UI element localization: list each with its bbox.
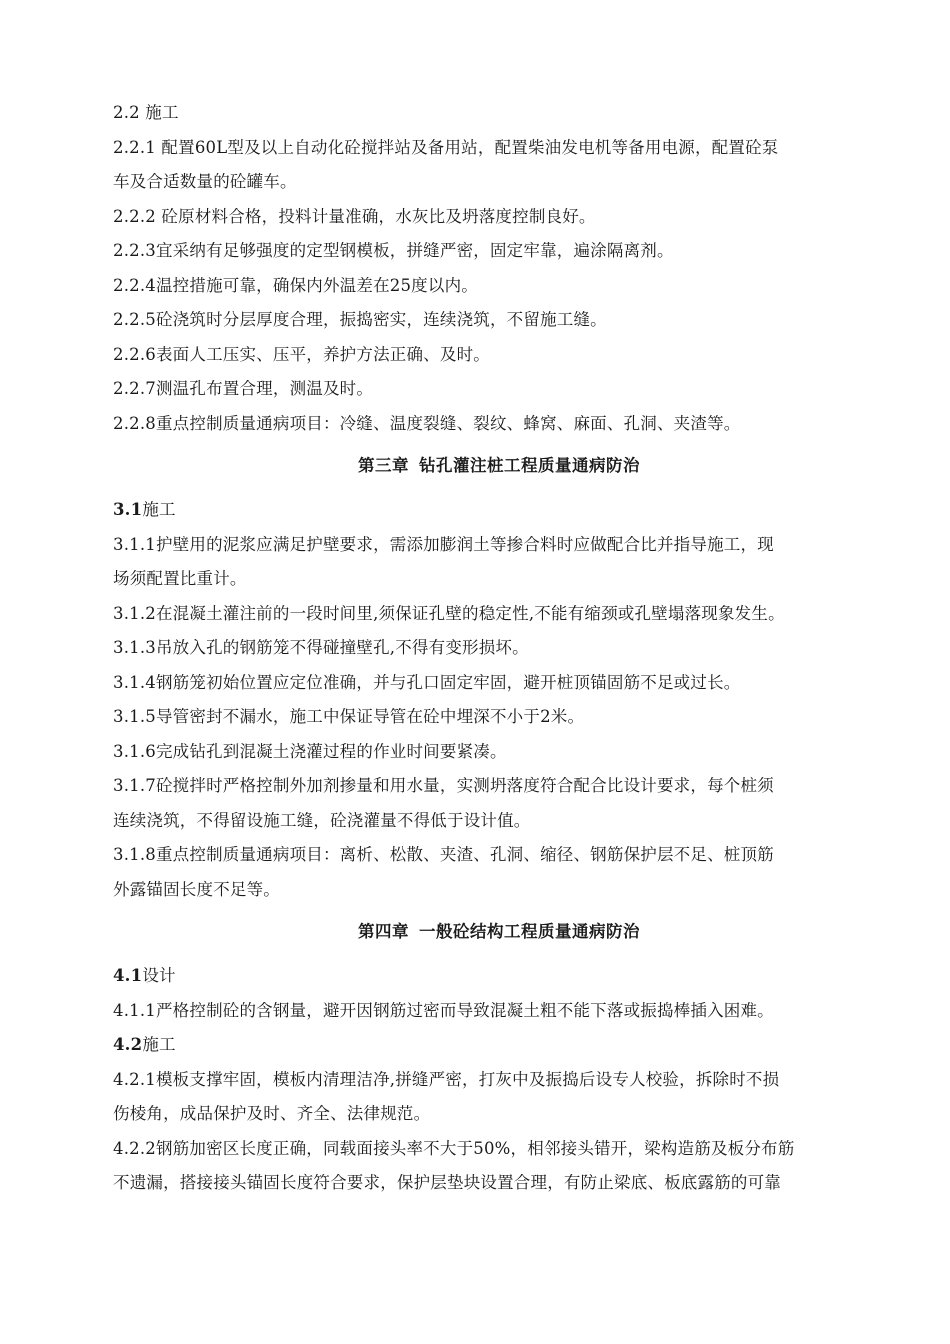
paragraph-line: 3.1.1护壁用的泥浆应满足护壁要求，需添加膨润土等掺合料时应做配合比并指导施工，现 bbox=[113, 534, 774, 554]
section-title: 施工 bbox=[142, 500, 176, 519]
chapter-number: 第四章 bbox=[358, 922, 409, 941]
section-number: 3.1 bbox=[113, 500, 143, 519]
paragraph-line: 2.2.5砼浇筑时分层厚度合理，振捣密实，连续浇筑，不留施工缝。 bbox=[113, 310, 607, 329]
document-page bbox=[113, 96, 885, 1201]
paragraph-line: 2.2.6表面人工压实、压平，养护方法正确、及时。 bbox=[113, 344, 490, 364]
paragraph-line: 3.1.6完成钻孔到混凝土浇灌过程的作业时间要紧凑。 bbox=[113, 741, 507, 761]
paragraph-line: 2.2.8重点控制质量通病项目：冷缝、温度裂缝、裂纹、蜂窝、麻面、孔洞、夹渣等。 bbox=[113, 413, 741, 433]
section-heading-4-1 bbox=[113, 959, 885, 994]
paragraph-line: 场须配置比重计。 bbox=[113, 569, 247, 588]
paragraph-line: 3.1.5导管密封不漏水，施工中保证导管在砼中埋深不小于2米。 bbox=[113, 707, 585, 726]
paragraph-line: 连续浇筑，不得留设施工缝，砼浇灌量不得低于设计值。 bbox=[113, 810, 531, 830]
paragraph-line: 不遗漏，搭接接头锚固长度符合要求，保护层垫块设置合理，有防止梁底、板底露筋的可靠 bbox=[113, 1173, 781, 1192]
section-number: 2.2 bbox=[113, 103, 140, 122]
chapter-title: 钻孔灌注桩工程质量通病防治 bbox=[419, 456, 640, 475]
paragraph-line: 伤棱角，成品保护及时、齐全、法律规范。 bbox=[113, 1104, 431, 1123]
section-title: 施工 bbox=[142, 1035, 176, 1054]
section-heading-4-2 bbox=[113, 1028, 885, 1063]
paragraph-line: 3.1.7砼搅拌时严格控制外加剂掺量和用水量，实测坍落度符合配合比设计要求，每个桩须 bbox=[113, 776, 774, 795]
section-heading-2-2 bbox=[113, 96, 885, 131]
section-number: 4.2 bbox=[113, 1035, 143, 1054]
chapter-heading-4 bbox=[113, 908, 885, 956]
paragraph-line: 2.2.1 配置60L型及以上自动化砼搅拌站及备用站，配置柴油发电机等备用电源，配置砼泵 bbox=[113, 137, 779, 157]
paragraph-line: 3.1.8重点控制质量通病项目：离析、松散、夹渣、孔洞、缩径、钢筋保护层不足、桩顶筋 bbox=[113, 845, 774, 864]
paragraph-line: 2.2.2 砼原材料合格，投料计量准确，水灰比及坍落度控制良好。 bbox=[113, 206, 596, 226]
paragraph-line: 2.2.4温控措施可靠，确保内外温差在25度以内。 bbox=[113, 275, 478, 295]
paragraph-line: 3.1.3吊放入孔的钢筋笼不得碰撞壁孔,不得有变形损坏。 bbox=[113, 638, 529, 657]
section-heading-3-1 bbox=[113, 493, 885, 528]
paragraph-line: 外露锚固长度不足等。 bbox=[113, 879, 280, 899]
paragraph-line: 2.2.3宜采纳有足够强度的定型钢模板，拼缝严密，固定牢靠，遍涂隔离剂。 bbox=[113, 241, 674, 260]
section-number: 4.1 bbox=[113, 966, 143, 985]
chapter-title: 一般砼结构工程质量通病防治 bbox=[419, 922, 640, 941]
paragraph-line: 车及合适数量的砼罐车。 bbox=[113, 172, 297, 191]
paragraph-line: 3.1.2在混凝土灌注前的一段时间里,须保证孔壁的稳定性,不能有缩颈或孔壁塌落现象发生。 bbox=[113, 603, 785, 623]
chapter-heading-3 bbox=[113, 442, 885, 490]
paragraph-line: 4.2.1模板支撑牢固，模板内清理洁净,拼缝严密，打灰中及振捣后设专人校验，拆除时不损 bbox=[113, 1069, 780, 1089]
paragraph-line: 4.1.1严格控制砼的含钢量，避开因钢筋过密而导致混凝土粗不能下落或振捣棒插入困难。 bbox=[113, 1000, 774, 1020]
chapter-number: 第三章 bbox=[358, 456, 409, 475]
paragraph-line: 3.1.4钢筋笼初始位置应定位准确，并与孔口固定牢固，避开桩顶锚固筋不足或过长。 bbox=[113, 672, 741, 692]
paragraph-line: 2.2.7测温孔布置合理，测温及时。 bbox=[113, 379, 374, 398]
section-title: 设计 bbox=[142, 966, 176, 985]
paragraph-line: 4.2.2钢筋加密区长度正确，同载面接头率不大于50%，相邻接头错开，梁构造筋及板分布筋 bbox=[113, 1138, 795, 1158]
section-title: 施工 bbox=[145, 103, 179, 122]
